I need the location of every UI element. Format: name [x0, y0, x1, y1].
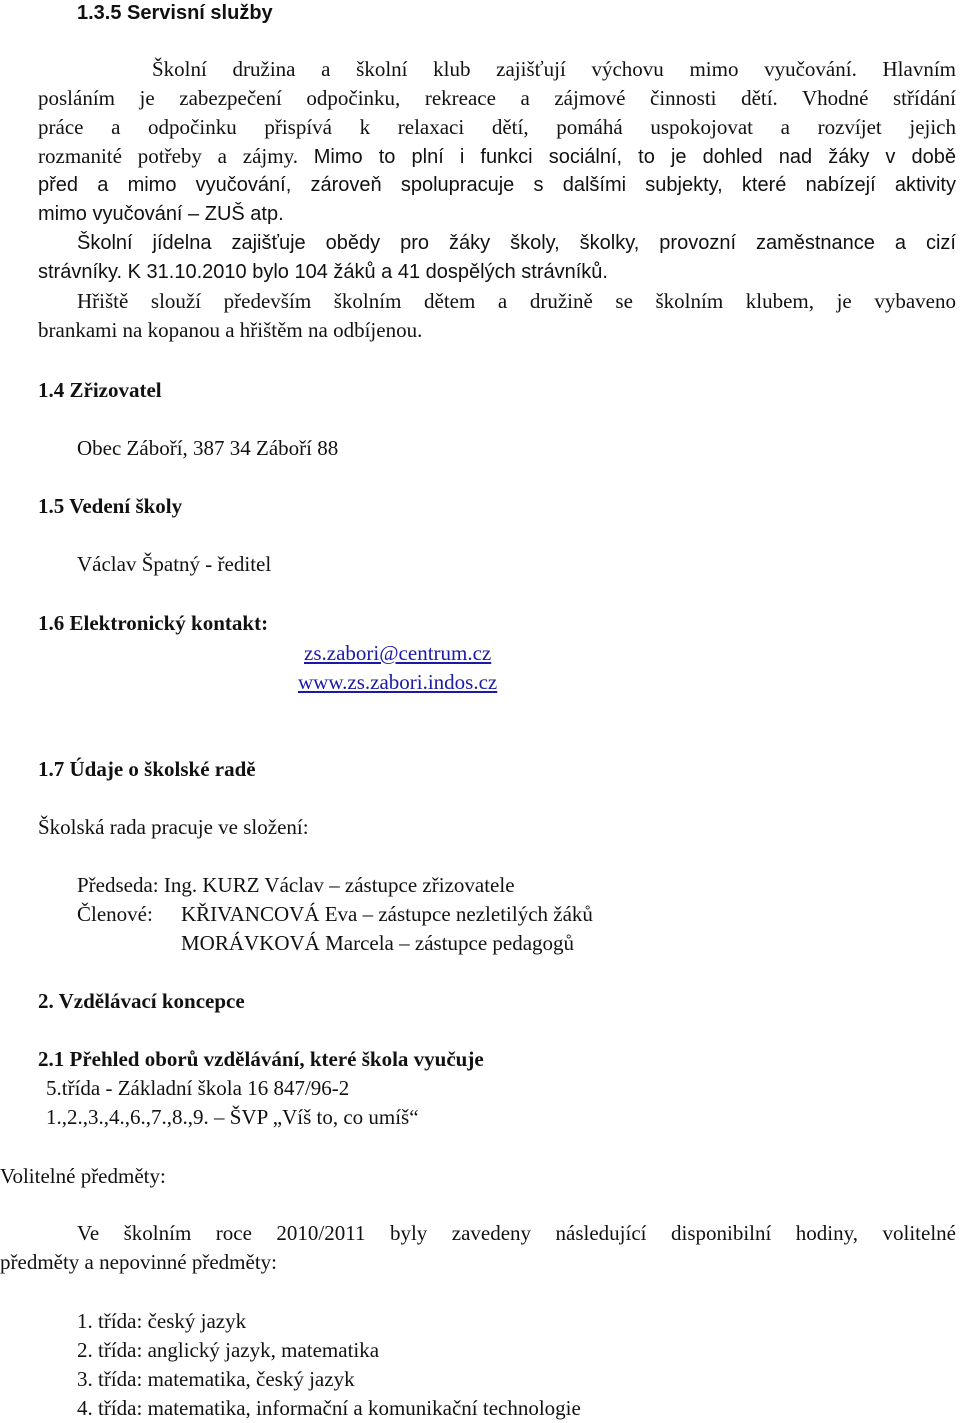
program-line: 1.,2.,3.,4.,6.,7.,8.,9. – ŠVP „Víš to, co umíš“	[46, 1105, 419, 1129]
section-heading-2: 2. Vzdělávací koncepce	[38, 989, 245, 1013]
paragraph-line: rozmanité potřeby a zájmy. Mimo to plní i funkci sociální, to je dohled nad žáky v době	[38, 144, 957, 168]
paragraph-line: Školní družina a školní klub zajišťují výchovu mimo vyučování. Hlavním	[152, 57, 956, 81]
paragraph-line: posláním je zabezpečení odpočinku, rekreace a zájmové činnosti dětí. Vhodné střídání	[38, 86, 956, 110]
list-item: 1. třída: český jazyk	[77, 1309, 247, 1333]
section-heading-1-4: 1.4 Zřizovatel	[38, 378, 162, 402]
paragraph-line: strávníky. K 31.10.2010 bylo 104 žáků a 41 dospělých strávníků.	[38, 261, 608, 283]
section-heading-1-6: 1.6 Elektronický kontakt:	[38, 611, 269, 635]
paragraph-line: Školní jídelna zajišťuje obědy pro žáky školy, školky, provozní zaměstnance a cizí	[77, 232, 956, 254]
council-chair: Předseda: Ing. KURZ Václav – zástupce zřizovatele	[77, 873, 515, 897]
paragraph-line: Hřiště slouží především školním dětem a družině se školním klubem, je vybaveno	[77, 289, 956, 313]
electives-intro: předměty a nepovinné předměty:	[0, 1250, 277, 1274]
email-link[interactable]: zs.zabori@centrum.cz	[304, 641, 492, 665]
council-members-label: Členové:	[77, 902, 153, 926]
paragraph-line: brankami na kopanou a hřištěm na odbíjenou.	[38, 318, 423, 342]
paragraph-line: práce a odpočinku přispívá k relaxaci dětí, pomáhá uspokojovat a rozvíjet jejich	[38, 115, 956, 139]
paragraph-line: mimo vyučování – ZUŠ atp.	[38, 203, 284, 225]
council-member: MORÁVKOVÁ Marcela – zástupce pedagogů	[181, 931, 575, 955]
list-item: 2. třída: anglický jazyk, matematika	[77, 1338, 380, 1362]
list-item: 4. třída: matematika, informační a komunikační technologie	[77, 1396, 581, 1420]
founder-address: Obec Záboří, 387 34 Záboří 88	[77, 436, 339, 460]
list-item: 3. třída: matematika, český jazyk	[77, 1367, 355, 1391]
section-heading-2-1: 2.1 Přehled oborů vzdělávání, které škola vyučuje	[38, 1047, 484, 1071]
section-heading-1-7: 1.7 Údaje o školské radě	[38, 757, 256, 781]
paragraph-line: před a mimo vyučování, zároveň spolupracuje s dalšími subjekty, které nabízejí aktivity	[38, 174, 956, 196]
electives-heading: Volitelné předměty:	[0, 1164, 166, 1188]
website-link[interactable]: www.zs.zabori.indos.cz	[298, 670, 498, 694]
council-member: KŘIVANCOVÁ Eva – zástupce nezletilých žáků	[181, 902, 593, 926]
program-line: 5.třída - Základní škola 16 847/96-2	[46, 1076, 350, 1100]
section-heading-1-5: 1.5 Vedení školy	[38, 494, 183, 518]
headmaster-name: Václav Špatný - ředitel	[77, 552, 272, 576]
section-heading-1-3-5: 1.3.5 Servisní služby	[77, 2, 273, 24]
council-intro: Školská rada pracuje ve složení:	[38, 815, 309, 839]
electives-intro: Ve školním roce 2010/2011 byly zavedeny následující disponibilní hodiny, volitelné	[77, 1221, 956, 1245]
